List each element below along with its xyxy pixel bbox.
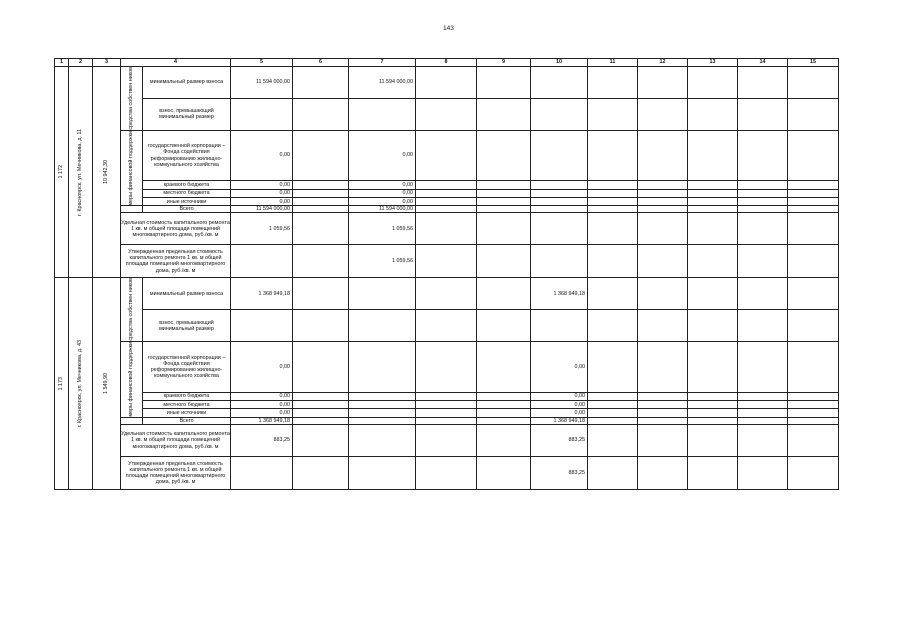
value-cell-col-9 [477, 67, 531, 99]
financial-support-group-text: меры финансовой поддержки [128, 130, 135, 206]
value-cell-col-11 [588, 197, 638, 205]
owners-funds-group [121, 67, 143, 131]
table-row [55, 67, 839, 99]
building-area [93, 67, 121, 278]
value-cell-col-11 [588, 409, 638, 417]
value-cell-col-7 [349, 417, 416, 424]
value-cell-col-6 [293, 409, 349, 417]
value-cell-col-5: 0,00 [231, 342, 293, 393]
header-cell: 15 [788, 59, 839, 67]
header-cell: 14 [738, 59, 788, 67]
value-cell-col-5 [231, 98, 293, 130]
value-cell-col-6 [293, 245, 349, 278]
value-cell-col-10: 1 368 949,18 [531, 278, 588, 310]
value-cell-col-6 [293, 130, 349, 181]
value-cell-col-8 [416, 181, 477, 189]
header-cell: 12 [638, 59, 688, 67]
value-cell-col-14 [738, 409, 788, 417]
value-cell-col-9 [477, 417, 531, 424]
value-cell-col-13 [688, 417, 738, 424]
value-cell-col-14 [738, 181, 788, 189]
building-address-text: г. Красноярск, ул. Мечникова, д. 43 [77, 340, 84, 428]
value-cell-col-13 [688, 189, 738, 197]
value-cell-col-10: 0,00 [531, 392, 588, 400]
value-cell-col-6 [293, 342, 349, 393]
value-cell-col-10 [531, 310, 588, 342]
value-cell-col-14 [738, 401, 788, 409]
table-row [55, 417, 839, 424]
funding-source-label: местного бюджета [143, 401, 231, 409]
financial-support-group-text: меры финансовой поддержки [128, 342, 135, 417]
header-cell: 6 [293, 59, 349, 67]
funding-source-label: минимальный размер взноса [143, 278, 231, 310]
funding-source-label: иные источники [143, 197, 231, 205]
limit-cost-label: Утвержденная предельная стоимость капитального ремонта 1 кв. м общей площади помещений многоквартирного дома, руб./кв. м [121, 456, 231, 489]
value-cell-col-14 [738, 206, 788, 213]
value-cell-col-6 [293, 181, 349, 189]
value-cell-col-9 [477, 213, 531, 245]
value-cell-col-8 [416, 197, 477, 205]
value-cell-col-8 [416, 392, 477, 400]
header-cell: 2 [69, 59, 93, 67]
funding-source-label: государственной корпорации – Фонда содействия реформированию жилищно-коммунального хозяйства [143, 342, 231, 393]
total-spacer [121, 417, 143, 424]
value-cell-col-7: 1 059,56 [349, 213, 416, 245]
value-cell-col-15 [788, 310, 839, 342]
financial-support-group [121, 130, 143, 206]
value-cell-col-14 [738, 417, 788, 424]
value-cell-col-7: 11 594 000,00 [349, 67, 416, 99]
header-cell: 9 [477, 59, 531, 67]
value-cell-col-7 [349, 424, 416, 456]
funding-source-label: Всего [143, 206, 231, 213]
value-cell-col-11 [588, 401, 638, 409]
value-cell-col-7 [349, 392, 416, 400]
table-row [55, 181, 839, 189]
table-row [55, 197, 839, 205]
value-cell-col-15 [788, 213, 839, 245]
financial-support-group [121, 342, 143, 418]
value-cell-col-8 [416, 213, 477, 245]
value-cell-col-10: 0,00 [531, 342, 588, 393]
funding-source-label: краевого бюджета [143, 181, 231, 189]
value-cell-col-15 [788, 409, 839, 417]
value-cell-col-12 [638, 206, 688, 213]
value-cell-col-15 [788, 392, 839, 400]
total-spacer [121, 206, 143, 213]
value-cell-col-11 [588, 189, 638, 197]
value-cell-col-6 [293, 197, 349, 205]
value-cell-col-7 [349, 310, 416, 342]
value-cell-col-10 [531, 67, 588, 99]
value-cell-col-8 [416, 98, 477, 130]
value-cell-col-7 [349, 98, 416, 130]
value-cell-col-9 [477, 342, 531, 393]
value-cell-col-8 [416, 189, 477, 197]
building-area-text: 10 942,30 [103, 160, 110, 185]
value-cell-col-15 [788, 67, 839, 99]
value-cell-col-5: 1 368 949,18 [231, 417, 293, 424]
owners-funds-group-text: средства собствен ников [128, 278, 135, 342]
value-cell-col-11 [588, 181, 638, 189]
value-cell-col-6 [293, 392, 349, 400]
value-cell-col-9 [477, 401, 531, 409]
value-cell-col-15 [788, 189, 839, 197]
record-number-text: 1 173 [58, 376, 65, 391]
value-cell-col-8 [416, 206, 477, 213]
value-cell-col-10 [531, 213, 588, 245]
header-cell: 8 [416, 59, 477, 67]
value-cell-col-13 [688, 424, 738, 456]
value-cell-col-5: 0,00 [231, 409, 293, 417]
table-row [55, 130, 839, 181]
value-cell-col-9 [477, 245, 531, 278]
value-cell-col-13 [688, 245, 738, 278]
value-cell-col-15 [788, 278, 839, 310]
value-cell-col-9 [477, 278, 531, 310]
value-cell-col-7 [349, 278, 416, 310]
value-cell-col-13 [688, 278, 738, 310]
value-cell-col-10: 0,00 [531, 401, 588, 409]
column-number-header-row [55, 59, 839, 67]
value-cell-col-11 [588, 213, 638, 245]
value-cell-col-15 [788, 181, 839, 189]
value-cell-col-8 [416, 310, 477, 342]
value-cell-col-10: 883,25 [531, 424, 588, 456]
value-cell-col-13 [688, 181, 738, 189]
value-cell-col-12 [638, 181, 688, 189]
table-row [55, 278, 839, 310]
funding-source-label: взнос, превышающий минимальный размер [143, 98, 231, 130]
value-cell-col-13 [688, 310, 738, 342]
value-cell-col-8 [416, 409, 477, 417]
value-cell-col-9 [477, 310, 531, 342]
value-cell-col-5: 1 368 949,18 [231, 278, 293, 310]
value-cell-col-14 [738, 213, 788, 245]
table-row [55, 98, 839, 130]
funding-source-label: краевого бюджета [143, 392, 231, 400]
value-cell-col-11 [588, 245, 638, 278]
value-cell-col-8 [416, 278, 477, 310]
value-cell-col-11 [588, 130, 638, 181]
value-cell-col-6 [293, 67, 349, 99]
value-cell-col-7 [349, 401, 416, 409]
value-cell-col-11 [588, 342, 638, 393]
value-cell-col-15 [788, 401, 839, 409]
value-cell-col-7: 0,00 [349, 181, 416, 189]
value-cell-col-11 [588, 278, 638, 310]
value-cell-col-11 [588, 424, 638, 456]
value-cell-col-12 [638, 213, 688, 245]
funding-source-label: государственной корпорации – Фонда содействия реформированию жилищно-коммунального хозяйства [143, 130, 231, 181]
value-cell-col-10: 883,25 [531, 456, 588, 489]
value-cell-col-10 [531, 130, 588, 181]
value-cell-col-12 [638, 189, 688, 197]
value-cell-col-9 [477, 181, 531, 189]
value-cell-col-11 [588, 67, 638, 99]
value-cell-col-13 [688, 342, 738, 393]
value-cell-col-6 [293, 278, 349, 310]
value-cell-col-12 [638, 245, 688, 278]
value-cell-col-8 [416, 417, 477, 424]
value-cell-col-11 [588, 206, 638, 213]
value-cell-col-11 [588, 392, 638, 400]
value-cell-col-10: 1 368 949,18 [531, 417, 588, 424]
value-cell-col-6 [293, 401, 349, 409]
value-cell-col-10 [531, 245, 588, 278]
header-cell: 10 [531, 59, 588, 67]
value-cell-col-7 [349, 342, 416, 393]
value-cell-col-11 [588, 310, 638, 342]
value-cell-col-12 [638, 197, 688, 205]
value-cell-col-12 [638, 424, 688, 456]
value-cell-col-12 [638, 98, 688, 130]
value-cell-col-8 [416, 67, 477, 99]
funding-source-label: иные источники [143, 409, 231, 417]
table-row [55, 206, 839, 213]
value-cell-col-5: 0,00 [231, 401, 293, 409]
value-cell-col-10: 0,00 [531, 409, 588, 417]
value-cell-col-14 [738, 245, 788, 278]
value-cell-col-12 [638, 278, 688, 310]
value-cell-col-14 [738, 310, 788, 342]
header-cell: 3 [93, 59, 121, 67]
value-cell-col-15 [788, 197, 839, 205]
value-cell-col-13 [688, 98, 738, 130]
value-cell-col-14 [738, 392, 788, 400]
value-cell-col-6 [293, 456, 349, 489]
value-cell-col-10 [531, 206, 588, 213]
header-cell: 1 [55, 59, 69, 67]
value-cell-col-5: 0,00 [231, 181, 293, 189]
value-cell-col-8 [416, 245, 477, 278]
table-row [55, 342, 839, 393]
value-cell-col-15 [788, 342, 839, 393]
table-row [55, 392, 839, 400]
value-cell-col-10 [531, 181, 588, 189]
header-cell: 5 [231, 59, 293, 67]
value-cell-col-13 [688, 67, 738, 99]
header-cell: 13 [688, 59, 738, 67]
table-row [55, 213, 839, 245]
value-cell-col-15 [788, 424, 839, 456]
value-cell-col-8 [416, 401, 477, 409]
value-cell-col-12 [638, 417, 688, 424]
value-cell-col-12 [638, 456, 688, 489]
value-cell-col-15 [788, 130, 839, 181]
value-cell-col-5 [231, 456, 293, 489]
table-row [55, 189, 839, 197]
value-cell-col-6 [293, 417, 349, 424]
value-cell-col-13 [688, 401, 738, 409]
value-cell-col-15 [788, 245, 839, 278]
value-cell-col-15 [788, 456, 839, 489]
value-cell-col-13 [688, 409, 738, 417]
value-cell-col-7: 0,00 [349, 130, 416, 181]
value-cell-col-5: 0,00 [231, 392, 293, 400]
value-cell-col-7 [349, 456, 416, 489]
value-cell-col-6 [293, 310, 349, 342]
record-number-text: 1 172 [58, 165, 65, 179]
capital-repair-table [54, 58, 839, 490]
value-cell-col-14 [738, 197, 788, 205]
value-cell-col-8 [416, 424, 477, 456]
value-cell-col-12 [638, 401, 688, 409]
table-row [55, 456, 839, 489]
value-cell-col-7: 0,00 [349, 197, 416, 205]
value-cell-col-14 [738, 424, 788, 456]
value-cell-col-9 [477, 130, 531, 181]
value-cell-col-15 [788, 417, 839, 424]
owners-funds-group [121, 278, 143, 342]
value-cell-col-11 [588, 417, 638, 424]
value-cell-col-14 [738, 130, 788, 181]
value-cell-col-7: 11 594 000,00 [349, 206, 416, 213]
value-cell-col-10 [531, 197, 588, 205]
page-number: 143 [443, 25, 454, 32]
value-cell-col-15 [788, 206, 839, 213]
value-cell-col-6 [293, 98, 349, 130]
value-cell-col-7 [349, 409, 416, 417]
value-cell-col-15 [788, 98, 839, 130]
header-cell: 4 [121, 59, 231, 67]
building-address-text: г. Красноярск, ул. Мечникова, д. 11 [77, 128, 84, 216]
value-cell-col-14 [738, 189, 788, 197]
value-cell-col-5: 0,00 [231, 189, 293, 197]
value-cell-col-9 [477, 189, 531, 197]
value-cell-col-8 [416, 130, 477, 181]
value-cell-col-5: 1 059,56 [231, 213, 293, 245]
value-cell-col-11 [588, 98, 638, 130]
value-cell-col-9 [477, 98, 531, 130]
value-cell-col-6 [293, 213, 349, 245]
value-cell-col-9 [477, 392, 531, 400]
table-row [55, 409, 839, 417]
funding-source-label: взнос, превышающий минимальный размер [143, 310, 231, 342]
value-cell-col-8 [416, 342, 477, 393]
table-row [55, 424, 839, 456]
value-cell-col-6 [293, 189, 349, 197]
limit-cost-label: Утвержденная предельная стоимость капитального ремонта 1 кв. м общей площади помещений многоквартирного дома, руб./кв. м [121, 245, 231, 278]
value-cell-col-5: 11 594 000,00 [231, 67, 293, 99]
value-cell-col-8 [416, 456, 477, 489]
value-cell-col-9 [477, 197, 531, 205]
value-cell-col-5: 0,00 [231, 130, 293, 181]
value-cell-col-13 [688, 456, 738, 489]
value-cell-col-6 [293, 424, 349, 456]
record-number [55, 67, 69, 278]
table-row [55, 245, 839, 278]
value-cell-col-5 [231, 245, 293, 278]
value-cell-col-13 [688, 206, 738, 213]
value-cell-col-6 [293, 206, 349, 213]
unit-cost-label: Удельная стоимость капитального ремонта 1 кв. м общей площади помещений многоквартирного дома, руб./кв. м [121, 424, 231, 456]
value-cell-col-9 [477, 206, 531, 213]
value-cell-col-14 [738, 98, 788, 130]
value-cell-col-12 [638, 310, 688, 342]
value-cell-col-14 [738, 67, 788, 99]
value-cell-col-14 [738, 456, 788, 489]
value-cell-col-5: 883,25 [231, 424, 293, 456]
value-cell-col-13 [688, 213, 738, 245]
value-cell-col-12 [638, 67, 688, 99]
value-cell-col-5: 0,00 [231, 197, 293, 205]
header-cell: 7 [349, 59, 416, 67]
value-cell-col-12 [638, 392, 688, 400]
value-cell-col-7: 1 059,56 [349, 245, 416, 278]
record-number [55, 278, 69, 489]
value-cell-col-11 [588, 456, 638, 489]
table-row [55, 401, 839, 409]
building-area [93, 278, 121, 489]
value-cell-col-12 [638, 342, 688, 393]
value-cell-col-7: 0,00 [349, 189, 416, 197]
funding-source-label: местного бюджета [143, 189, 231, 197]
value-cell-col-5 [231, 310, 293, 342]
value-cell-col-9 [477, 456, 531, 489]
funding-source-label: минимальный размер взноса [143, 67, 231, 99]
value-cell-col-12 [638, 409, 688, 417]
value-cell-col-13 [688, 392, 738, 400]
building-area-text: 1 549,90 [103, 373, 110, 395]
value-cell-col-10 [531, 98, 588, 130]
value-cell-col-9 [477, 409, 531, 417]
header-cell: 11 [588, 59, 638, 67]
value-cell-col-13 [688, 197, 738, 205]
value-cell-col-13 [688, 130, 738, 181]
building-address [69, 67, 93, 278]
building-address [69, 278, 93, 489]
unit-cost-label: Удельная стоимость капитального ремонта 1 кв. м общей площади помещений многоквартирного дома, руб./кв. м [121, 213, 231, 245]
value-cell-col-14 [738, 342, 788, 393]
table-row [55, 310, 839, 342]
funding-source-label: Всего [143, 417, 231, 424]
value-cell-col-9 [477, 424, 531, 456]
value-cell-col-10 [531, 189, 588, 197]
owners-funds-group-text: средства собствен ников [128, 67, 135, 130]
value-cell-col-12 [638, 130, 688, 181]
value-cell-col-5: 11 594 000,00 [231, 206, 293, 213]
value-cell-col-14 [738, 278, 788, 310]
